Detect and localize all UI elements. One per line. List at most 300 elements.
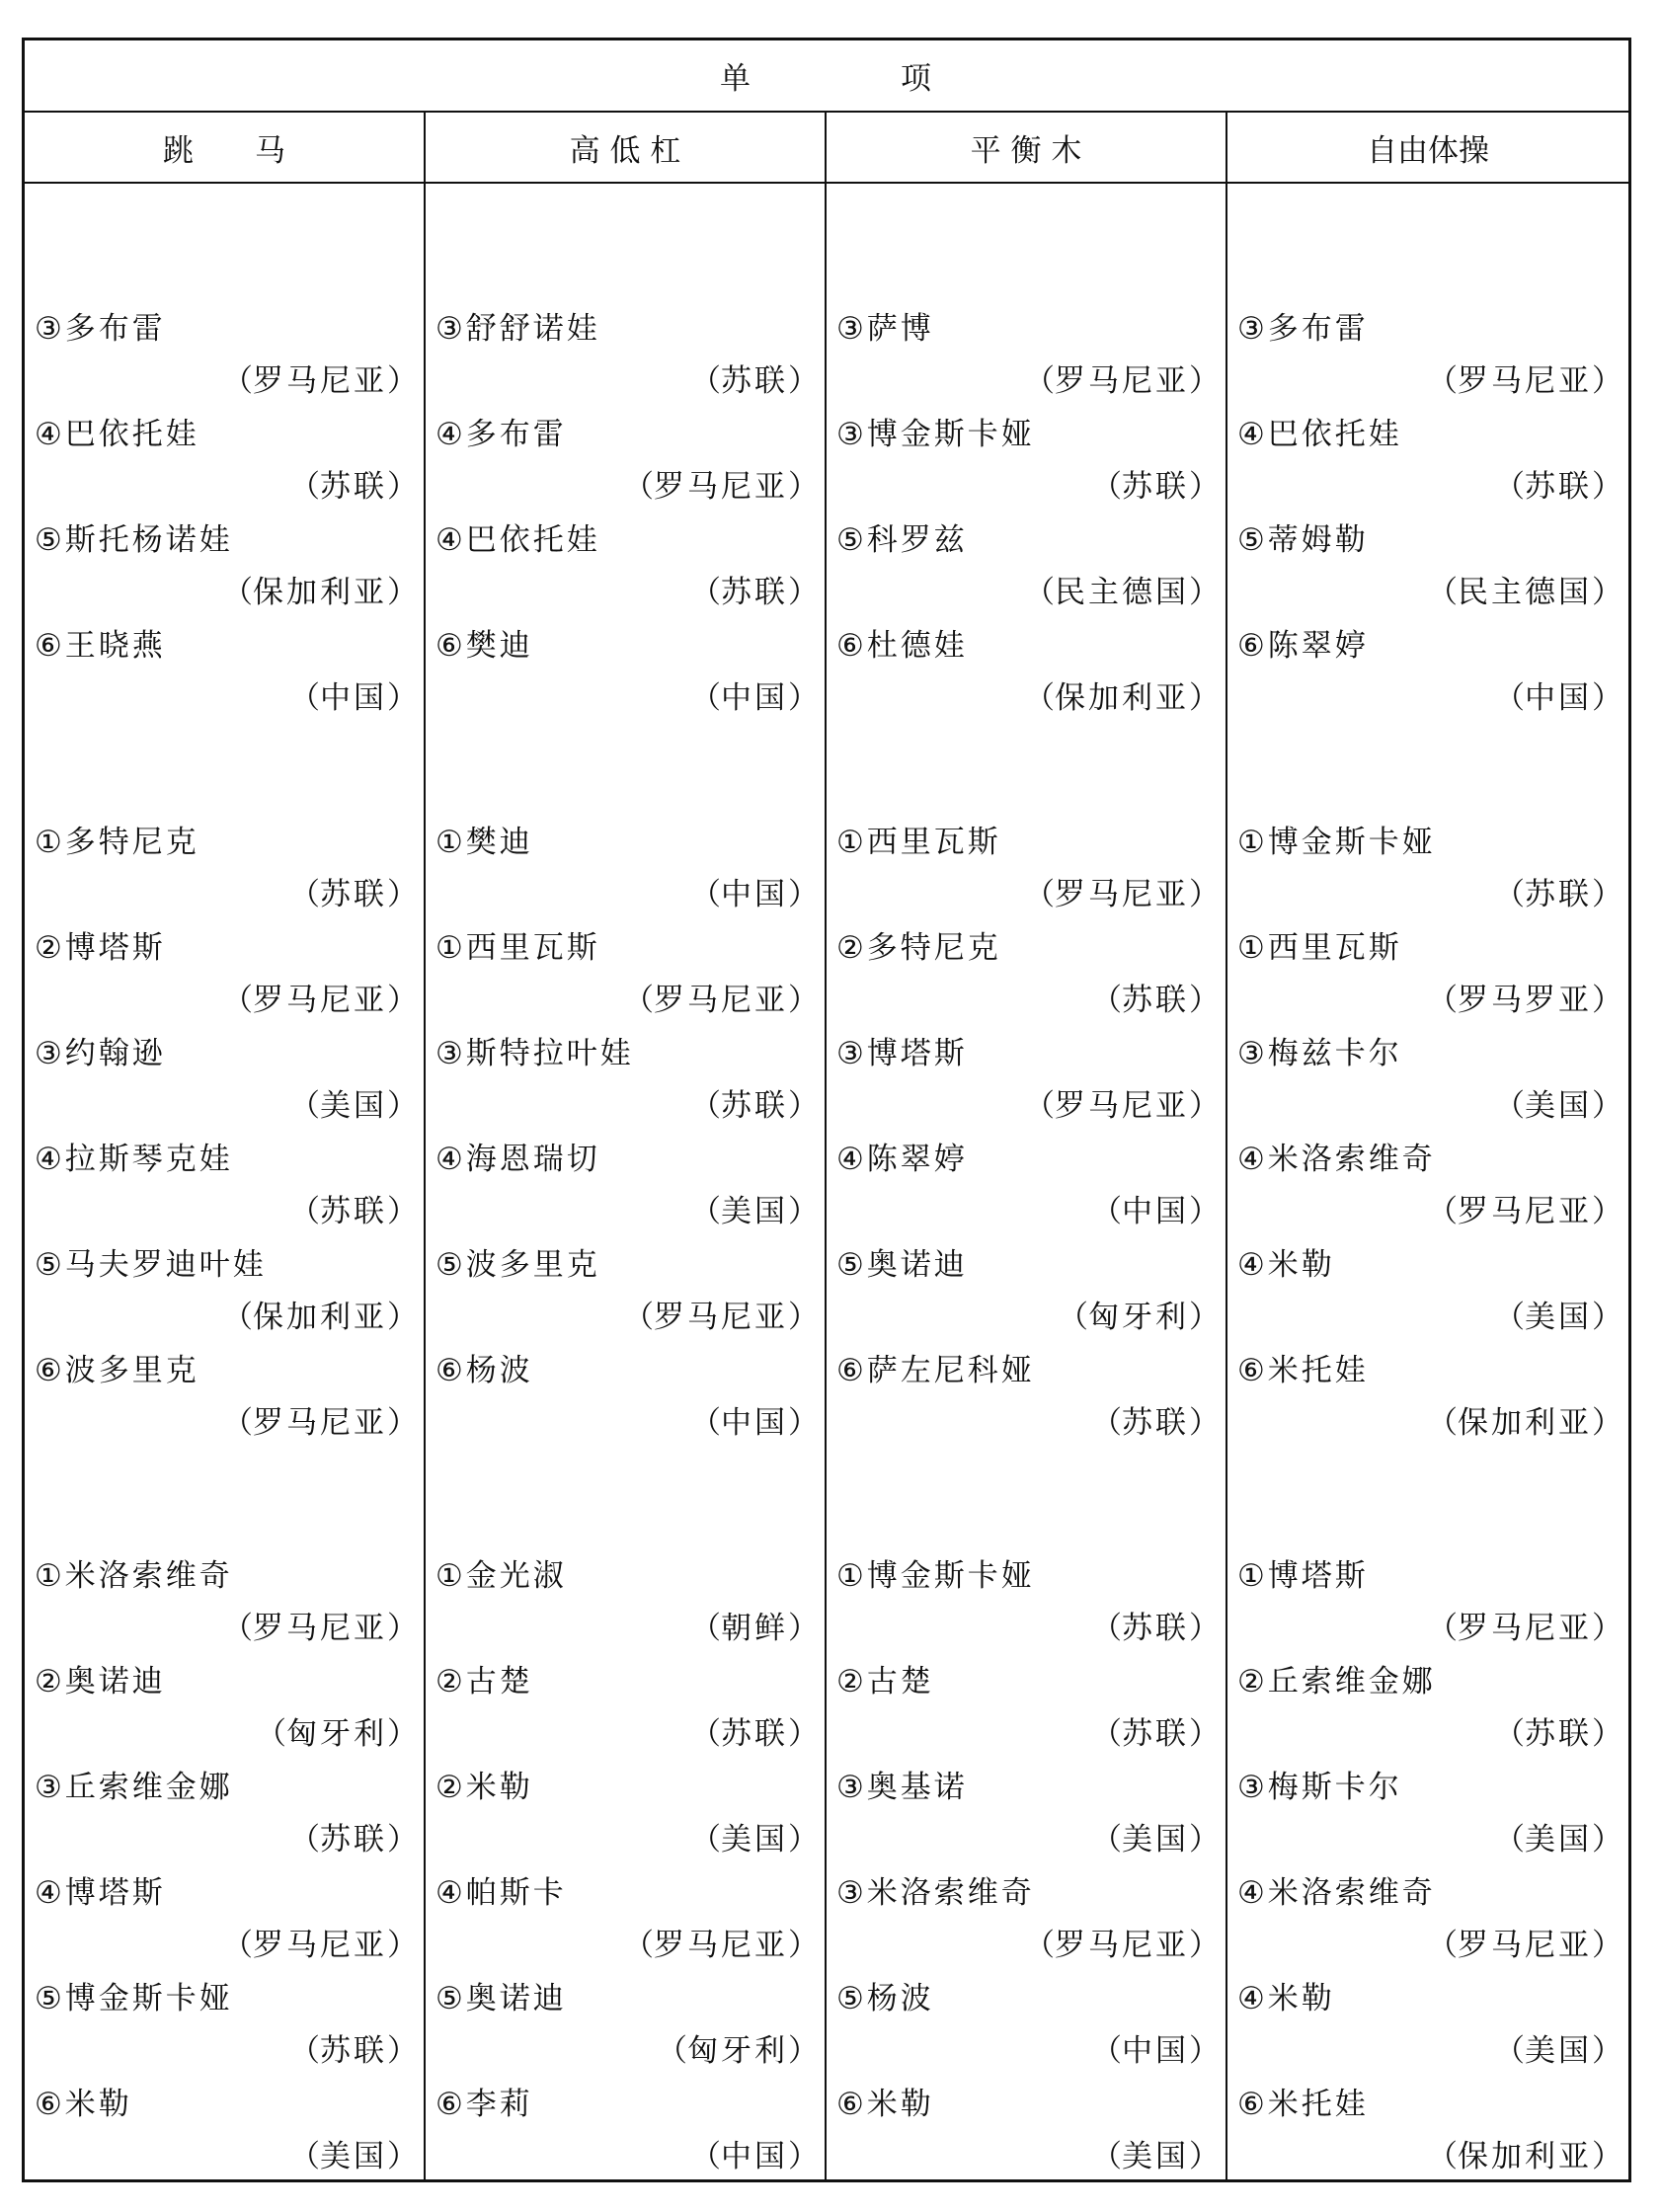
country-name: 保加利亚: [253, 1300, 387, 1335]
athlete-entry: [25, 1140, 424, 1245]
open-paren: （: [1494, 1300, 1525, 1335]
athlete-entry: [827, 1245, 1226, 1351]
column-floor-exercise: [1227, 184, 1628, 2179]
close-paren: ）: [387, 363, 418, 399]
athlete-name: ⑥波多里克: [35, 1353, 199, 1388]
result-group: [827, 309, 1226, 732]
close-paren: ）: [1189, 680, 1220, 716]
country-name: 苏联: [1525, 469, 1592, 505]
open-paren: （: [1494, 469, 1525, 505]
country-name: 苏联: [1525, 1716, 1592, 1752]
country-name: 匈牙利: [687, 2033, 788, 2069]
country-name: 苏联: [721, 1088, 788, 1124]
athlete-name: ⑥萨左尼科娅: [836, 1353, 1035, 1388]
close-paren: ）: [788, 1405, 819, 1441]
close-paren: ）: [788, 877, 819, 912]
close-paren: ）: [1189, 1822, 1220, 1857]
athlete-entry: [426, 626, 825, 732]
athlete-name: ③奥基诺: [836, 1770, 968, 1805]
athlete-entry: [25, 626, 424, 732]
close-paren: ）: [1592, 1716, 1622, 1752]
country-name: 罗马尼亚: [253, 1928, 387, 1963]
athlete-country: [1091, 1403, 1220, 1443]
open-paren: （: [1427, 1928, 1458, 1963]
athlete-country: [222, 1609, 418, 1648]
athlete-entry: [827, 2085, 1226, 2190]
country-name: 美国: [1525, 1088, 1592, 1124]
country-name: 罗马尼亚: [1458, 1194, 1592, 1229]
athlete-name: ⑤杨波: [836, 1981, 934, 2016]
athlete-name: ⑥樊迪: [435, 628, 533, 664]
athlete-name: ⑥米勒: [35, 2087, 132, 2122]
athlete-country: [1091, 2137, 1220, 2176]
athlete-name: ④米勒: [1237, 1247, 1335, 1283]
athlete-name: ④多布雷: [435, 417, 567, 452]
open-paren: （: [1494, 680, 1525, 716]
athlete-name: ⑥杜德娃: [836, 628, 968, 664]
athlete-name: ①西里瓦斯: [1237, 930, 1402, 966]
close-paren: ）: [387, 877, 418, 912]
open-paren: （: [1058, 1300, 1088, 1335]
athlete-entry: [25, 2085, 424, 2190]
athlete-entry: [25, 520, 424, 626]
open-paren: （: [1024, 680, 1055, 716]
athlete-country: [690, 678, 819, 718]
close-paren: ）: [1189, 1405, 1220, 1441]
open-paren: （: [289, 1194, 320, 1229]
athlete-name: ⑤科罗兹: [836, 522, 968, 558]
country-name: 罗马尼亚: [654, 469, 788, 505]
athlete-entry: [1227, 1662, 1628, 1768]
close-paren: ）: [1592, 680, 1622, 716]
close-paren: ）: [1592, 1300, 1622, 1335]
athlete-country: [1494, 2031, 1622, 2071]
open-paren: （: [1024, 877, 1055, 912]
athlete-name: ⑥米托娃: [1237, 1353, 1369, 1388]
country-name: 朝鲜: [721, 1611, 788, 1646]
close-paren: ）: [387, 680, 418, 716]
athlete-country: [690, 1403, 819, 1443]
athlete-name: ③多布雷: [35, 311, 166, 347]
athlete-entry: [1227, 309, 1628, 415]
athlete-country: [1091, 981, 1220, 1020]
athlete-name: ①博金斯卡娅: [1237, 825, 1436, 860]
athlete-name: ④米勒: [1237, 1981, 1335, 2016]
athlete-country: [690, 1609, 819, 1648]
athlete-country: [1091, 467, 1220, 507]
athlete-name: ④巴依托娃: [35, 417, 199, 452]
open-paren: （: [1427, 1194, 1458, 1229]
athlete-country: [289, 467, 418, 507]
column-header-balance-beam: 平 衡 木: [970, 132, 1082, 169]
close-paren: ）: [788, 2139, 819, 2174]
athlete-country: [222, 361, 418, 401]
athlete-entry: [827, 1979, 1226, 2085]
athlete-name: ①樊迪: [435, 825, 533, 860]
country-name: 苏联: [1525, 877, 1592, 912]
open-paren: （: [1024, 1088, 1055, 1124]
open-paren: （: [657, 2033, 687, 2069]
close-paren: ）: [788, 1716, 819, 1752]
athlete-entry: [426, 1556, 825, 1662]
country-name: 保加利亚: [1055, 680, 1189, 716]
athlete-name: ③博金斯卡娅: [836, 417, 1035, 452]
athlete-name: ①米洛索维奇: [35, 1558, 233, 1594]
athlete-entry: [1227, 1556, 1628, 1662]
athlete-name: ①博塔斯: [1237, 1558, 1369, 1594]
open-paren: （: [1494, 1716, 1525, 1752]
close-paren: ）: [788, 363, 819, 399]
athlete-name: ③萨博: [836, 311, 934, 347]
open-paren: （: [1091, 1611, 1122, 1646]
open-paren: （: [1494, 2033, 1525, 2069]
athlete-name: ⑥李莉: [435, 2087, 533, 2122]
country-name: 罗马尼亚: [1055, 1088, 1189, 1124]
country-name: 民主德国: [1458, 575, 1592, 610]
athlete-country: [1427, 1403, 1622, 1443]
athlete-name: ②古楚: [435, 1664, 533, 1699]
country-name: 美国: [1122, 2139, 1189, 2174]
athlete-country: [1427, 1609, 1622, 1648]
country-name: 罗马尼亚: [654, 1928, 788, 1963]
country-name: 美国: [1525, 2033, 1592, 2069]
open-paren: （: [289, 469, 320, 505]
country-name: 苏联: [320, 1822, 387, 1857]
athlete-entry: [25, 1768, 424, 1873]
open-paren: （: [1091, 1194, 1122, 1229]
column-header-uneven-bars: 高 低 杠: [569, 132, 681, 169]
open-paren: （: [1091, 469, 1122, 505]
country-name: 罗马尼亚: [654, 1300, 788, 1335]
open-paren: （: [1494, 877, 1525, 912]
athlete-name: ④海恩瑞切: [435, 1142, 600, 1177]
open-paren: （: [690, 1716, 721, 1752]
country-name: 中国: [721, 1405, 788, 1441]
open-paren: （: [222, 983, 253, 1018]
athlete-country: [222, 1298, 418, 1337]
country-name: 保加利亚: [1458, 2139, 1592, 2174]
athlete-name: ⑤奥诺迪: [435, 1981, 567, 2016]
athlete-entry: [25, 823, 424, 928]
athlete-country: [690, 1192, 819, 1231]
close-paren: ）: [387, 2139, 418, 2174]
close-paren: ）: [1189, 877, 1220, 912]
close-paren: ）: [1189, 2033, 1220, 2069]
athlete-entry: [25, 1979, 424, 2085]
country-name: 罗马尼亚: [253, 983, 387, 1018]
close-paren: ）: [788, 680, 819, 716]
athlete-entry: [1227, 1140, 1628, 1245]
athlete-country: [256, 1714, 418, 1754]
athlete-entry: [426, 1034, 825, 1140]
athlete-name: ①多特尼克: [35, 825, 199, 860]
close-paren: ）: [1592, 983, 1622, 1018]
athlete-country: [289, 875, 418, 914]
athlete-entry: [827, 1556, 1226, 1662]
athlete-country: [1024, 875, 1220, 914]
close-paren: ）: [387, 2033, 418, 2069]
country-name: 中国: [1122, 1194, 1189, 1229]
country-name: 苏联: [721, 1716, 788, 1752]
country-name: 苏联: [1122, 1611, 1189, 1646]
athlete-country: [1024, 678, 1220, 718]
result-group: [827, 823, 1226, 1457]
athlete-name: ②古楚: [836, 1664, 934, 1699]
column-header-floor-exercise: 自由体操: [1367, 132, 1489, 169]
country-name: 罗马尼亚: [1055, 363, 1189, 399]
athlete-name: ④米洛索维奇: [1237, 1875, 1436, 1911]
athlete-entry: [426, 823, 825, 928]
athlete-entry: [426, 415, 825, 520]
result-group: [1227, 309, 1628, 732]
result-group: [827, 1556, 1226, 2190]
country-name: 保加利亚: [1458, 1405, 1592, 1441]
open-paren: （: [1091, 2139, 1122, 2174]
athlete-entry: [827, 928, 1226, 1034]
country-name: 中国: [721, 2139, 788, 2174]
athlete-country: [690, 1820, 819, 1859]
country-name: 中国: [1525, 680, 1592, 716]
country-name: 苏联: [721, 575, 788, 610]
open-paren: （: [289, 877, 320, 912]
athlete-country: [657, 2031, 819, 2071]
open-paren: （: [690, 680, 721, 716]
close-paren: ）: [1189, 2139, 1220, 2174]
athlete-entry: [426, 520, 825, 626]
athlete-country: [1091, 1714, 1220, 1754]
open-paren: （: [222, 363, 253, 399]
close-paren: ）: [1592, 2139, 1622, 2174]
close-paren: ）: [387, 575, 418, 610]
close-paren: ）: [1189, 1928, 1220, 1963]
athlete-entry: [1227, 1873, 1628, 1979]
athlete-name: ④博塔斯: [35, 1875, 166, 1911]
athlete-entry: [1227, 1351, 1628, 1457]
country-name: 罗马尼亚: [253, 363, 387, 399]
close-paren: ）: [387, 1194, 418, 1229]
athlete-name: ④巴依托娃: [435, 522, 600, 558]
athlete-entry: [1227, 823, 1628, 928]
athlete-entry: [426, 1873, 825, 1979]
open-paren: （: [1427, 1405, 1458, 1441]
athlete-name: ③梅兹卡尔: [1237, 1036, 1402, 1071]
close-paren: ）: [1189, 983, 1220, 1018]
column-header-vault: 跳 马: [163, 132, 285, 169]
athlete-country: [289, 2137, 418, 2176]
athlete-entry: [827, 309, 1226, 415]
athlete-country: [289, 2031, 418, 2071]
open-paren: （: [256, 1716, 286, 1752]
result-group: [25, 823, 424, 1457]
close-paren: ）: [387, 1300, 418, 1335]
athlete-entry: [25, 309, 424, 415]
athlete-country: [222, 981, 418, 1020]
athlete-country: [690, 2137, 819, 2176]
country-name: 美国: [320, 1088, 387, 1124]
athlete-name: ①金光淑: [435, 1558, 567, 1594]
athlete-entry: [827, 1351, 1226, 1457]
country-name: 匈牙利: [286, 1716, 387, 1752]
close-paren: ）: [788, 1928, 819, 1963]
result-group: [25, 1556, 424, 2190]
athlete-country: [690, 361, 819, 401]
open-paren: （: [1427, 363, 1458, 399]
athlete-entry: [827, 1140, 1226, 1245]
athlete-country: [1494, 1298, 1622, 1337]
close-paren: ）: [1592, 575, 1622, 610]
athlete-country: [1024, 573, 1220, 612]
athlete-name: ⑤博金斯卡娅: [35, 1981, 233, 2016]
close-paren: ）: [788, 2033, 819, 2069]
athlete-name: ③米洛索维奇: [836, 1875, 1035, 1911]
athlete-entry: [25, 1351, 424, 1457]
athlete-country: [690, 875, 819, 914]
close-paren: ）: [387, 1928, 418, 1963]
close-paren: ）: [788, 1822, 819, 1857]
open-paren: （: [1091, 1822, 1122, 1857]
athlete-entry: [25, 1873, 424, 1979]
country-name: 中国: [721, 680, 788, 716]
athlete-country: [1494, 467, 1622, 507]
open-paren: （: [222, 1611, 253, 1646]
athlete-name: ④米洛索维奇: [1237, 1142, 1436, 1177]
athlete-name: ②博塔斯: [35, 930, 166, 966]
athlete-name: ③约翰逊: [35, 1036, 166, 1071]
athlete-entry: [1227, 520, 1628, 626]
results-table: [22, 38, 1631, 2182]
close-paren: ）: [387, 983, 418, 1018]
close-paren: ）: [1592, 1405, 1622, 1441]
athlete-name: ⑤奥诺迪: [836, 1247, 968, 1283]
close-paren: ）: [1189, 363, 1220, 399]
athlete-name: ③斯特拉叶娃: [435, 1036, 634, 1071]
athlete-country: [1427, 361, 1622, 401]
open-paren: （: [1427, 2139, 1458, 2174]
column-balance-beam: [827, 184, 1226, 2179]
athlete-name: ⑥陈翠婷: [1237, 628, 1369, 664]
athlete-entry: [1227, 626, 1628, 732]
close-paren: ）: [1592, 1822, 1622, 1857]
athlete-country: [289, 678, 418, 718]
close-paren: ）: [1592, 1928, 1622, 1963]
athlete-name: ④巴依托娃: [1237, 417, 1402, 452]
athlete-entry: [426, 1662, 825, 1768]
country-name: 苏联: [320, 469, 387, 505]
country-name: 美国: [1122, 1822, 1189, 1857]
athlete-entry: [426, 1768, 825, 1873]
athlete-entry: [827, 626, 1226, 732]
athlete-entry: [25, 1662, 424, 1768]
open-paren: （: [1024, 575, 1055, 610]
athlete-country: [1494, 678, 1622, 718]
athlete-name: ⑤波多里克: [435, 1247, 600, 1283]
open-paren: （: [1091, 983, 1122, 1018]
close-paren: ）: [1592, 877, 1622, 912]
open-paren: （: [289, 2139, 320, 2174]
athlete-country: [1494, 1714, 1622, 1754]
country-name: 中国: [1122, 2033, 1189, 2069]
athlete-name: ④帕斯卡: [435, 1875, 567, 1911]
athlete-country: [1494, 1086, 1622, 1126]
athlete-entry: [426, 1979, 825, 2085]
country-name: 罗马尼亚: [1458, 1611, 1592, 1646]
close-paren: ）: [387, 1405, 418, 1441]
open-paren: （: [222, 575, 253, 610]
athlete-name: ④陈翠婷: [836, 1142, 968, 1177]
athlete-name: ③舒舒诺娃: [435, 311, 600, 347]
open-paren: （: [690, 2139, 721, 2174]
open-paren: （: [289, 680, 320, 716]
athlete-entry: [1227, 1768, 1628, 1873]
athlete-country: [222, 573, 418, 612]
country-name: 美国: [721, 1194, 788, 1229]
open-paren: （: [690, 575, 721, 610]
athlete-entry: [25, 415, 424, 520]
athlete-country: [1024, 1926, 1220, 1965]
result-group: [1227, 1556, 1628, 2190]
athlete-country: [1091, 1820, 1220, 1859]
athlete-entry: [426, 1351, 825, 1457]
open-paren: （: [1427, 575, 1458, 610]
country-name: 美国: [1525, 1300, 1592, 1335]
athlete-country: [1091, 1192, 1220, 1231]
table-title: [25, 40, 1628, 111]
open-paren: （: [1494, 1822, 1525, 1857]
close-paren: ）: [1592, 469, 1622, 505]
athlete-country: [1427, 981, 1622, 1020]
athlete-name: ②丘索维金娜: [1237, 1664, 1436, 1699]
country-name: 罗马尼亚: [1055, 877, 1189, 912]
open-paren: （: [690, 877, 721, 912]
open-paren: （: [690, 1088, 721, 1124]
column-uneven-bars: [426, 184, 825, 2179]
athlete-name: ②米勒: [435, 1770, 533, 1805]
country-name: 保加利亚: [253, 575, 387, 610]
close-paren: ）: [1592, 1194, 1622, 1229]
close-paren: ）: [387, 1822, 418, 1857]
athlete-country: [623, 467, 819, 507]
open-paren: （: [623, 983, 654, 1018]
athlete-entry: [1227, 415, 1628, 520]
athlete-entry: [827, 823, 1226, 928]
athlete-name: ①西里瓦斯: [836, 825, 1001, 860]
open-paren: （: [1091, 2033, 1122, 2069]
athlete-entry: [1227, 1979, 1628, 2085]
athlete-name: ③多布雷: [1237, 311, 1369, 347]
close-paren: ）: [387, 1088, 418, 1124]
close-paren: ）: [387, 1611, 418, 1646]
athlete-country: [1091, 1609, 1220, 1648]
open-paren: （: [1494, 1088, 1525, 1124]
open-paren: （: [289, 1088, 320, 1124]
country-name: 民主德国: [1055, 575, 1189, 610]
country-name: 苏联: [1122, 1405, 1189, 1441]
country-name: 罗马尼亚: [253, 1405, 387, 1441]
country-name: 美国: [320, 2139, 387, 2174]
athlete-entry: [426, 1140, 825, 1245]
athlete-name: ⑤斯托杨诺娃: [35, 522, 233, 558]
close-paren: ）: [788, 469, 819, 505]
athlete-name: ⑤马夫罗迪叶娃: [35, 1247, 267, 1283]
close-paren: ）: [788, 1088, 819, 1124]
close-paren: ）: [1189, 1716, 1220, 1752]
open-paren: （: [222, 1300, 253, 1335]
athlete-name: ②奥诺迪: [35, 1664, 166, 1699]
close-paren: ）: [788, 1300, 819, 1335]
athlete-entry: [426, 928, 825, 1034]
open-paren: （: [222, 1928, 253, 1963]
column-vault: [25, 184, 424, 2179]
